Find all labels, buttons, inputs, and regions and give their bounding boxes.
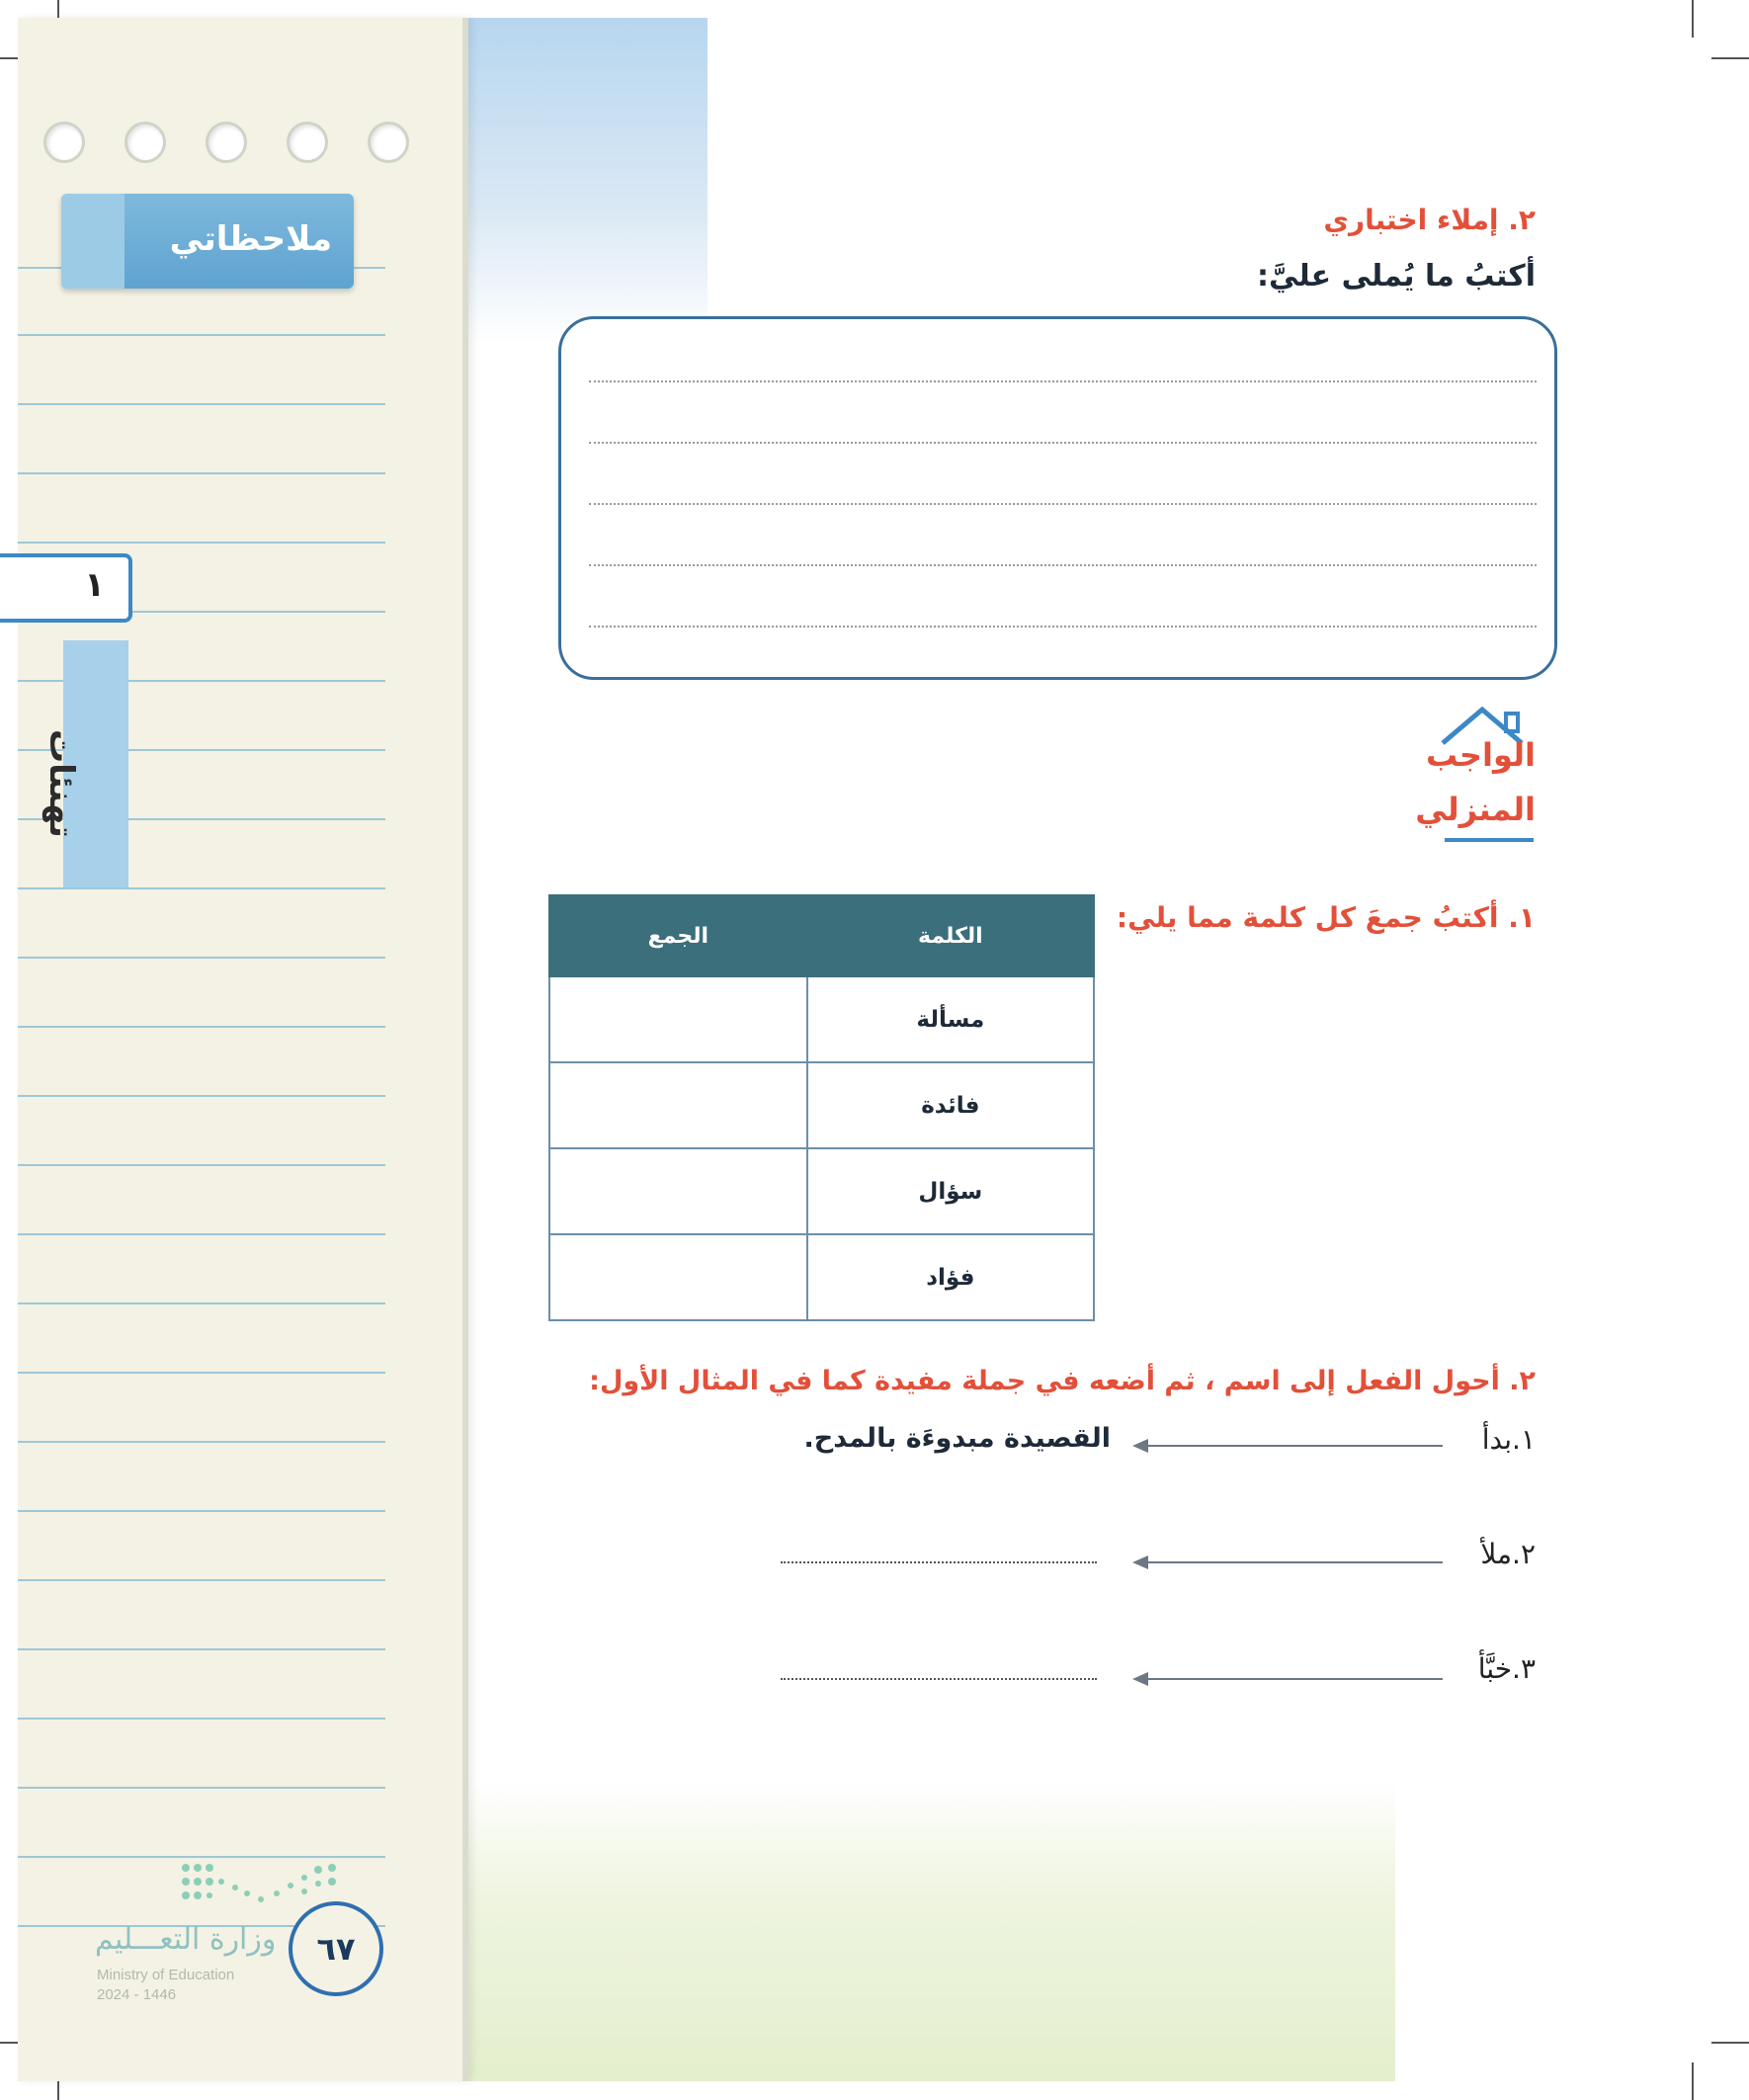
- ruled-line: [18, 1441, 385, 1443]
- word-cell: فؤاد: [807, 1234, 1094, 1320]
- table-header-plural: الجمع: [549, 895, 807, 976]
- writing-line: [589, 503, 1537, 505]
- homework-label-line1: الواجب: [1426, 736, 1536, 774]
- notes-tab: [61, 194, 354, 289]
- notes-title: ملاحظاتي: [169, 219, 332, 259]
- ruled-line: [18, 1510, 385, 1512]
- answer-line[interactable]: [781, 1561, 1097, 1563]
- writing-line: [589, 564, 1537, 566]
- exercise2-instruction: ٢. أحول الفعل إلى اسم ، ثم أضعه في جملة مفيدة كما في المثال الأول:: [589, 1366, 1536, 1396]
- crop-mark: [1692, 0, 1694, 38]
- ruled-line: [18, 1164, 385, 1166]
- verb-item: ٢.ملأ: [1480, 1538, 1536, 1570]
- exercise1-instruction: ١. أكتبُ جمعَ كل كلمة مما يلي:: [1116, 901, 1536, 934]
- connector-line: [1338, 1445, 1443, 1447]
- arrow-icon: [1134, 1678, 1338, 1680]
- binder-ring: [206, 122, 247, 163]
- connector-line: [1338, 1678, 1443, 1680]
- unit-number-box: [0, 553, 132, 623]
- binder-ring: [43, 122, 85, 163]
- word-cell: مسألة: [807, 976, 1094, 1062]
- ruled-line: [18, 1233, 385, 1235]
- ruled-line: [18, 1718, 385, 1720]
- binder-ring: [287, 122, 328, 163]
- plural-answer-cell[interactable]: [549, 1062, 807, 1148]
- unit-number: ١: [84, 565, 105, 605]
- page-number: ٦٧: [289, 1901, 383, 1996]
- notes-sidebar: [18, 18, 468, 2081]
- ministry-logo-icon: [178, 1860, 346, 1907]
- word-cell: فائدة: [807, 1062, 1094, 1148]
- academic-year: 2024 - 1446: [97, 1986, 177, 2003]
- binder-ring: [125, 122, 166, 163]
- homework-underline: [1445, 838, 1534, 842]
- ruled-line: [18, 1648, 385, 1650]
- ruled-line: [18, 957, 385, 959]
- binder-ring: [368, 122, 409, 163]
- ministry-name-arabic: وزارة التعـــليم: [95, 1922, 277, 1957]
- verb-item: ٣.خبَّأ: [1477, 1652, 1536, 1685]
- ruled-line: [18, 1579, 385, 1581]
- dictation-writing-box[interactable]: [558, 316, 1557, 680]
- ruled-line: [18, 1856, 385, 1858]
- homework-label-line2: المنزلي: [1415, 791, 1536, 828]
- ruled-line: [18, 1302, 385, 1304]
- plural-answer-cell[interactable]: [549, 976, 807, 1062]
- arrow-icon: [1134, 1561, 1338, 1563]
- ruled-line: [18, 472, 385, 474]
- header-gradient: [462, 18, 708, 344]
- ruled-line: [18, 887, 385, 889]
- table-row: [549, 1062, 1094, 1148]
- plural-answer-cell[interactable]: [549, 1234, 807, 1320]
- connector-line: [1338, 1561, 1443, 1563]
- ruled-line: [18, 1026, 385, 1028]
- writing-line: [589, 380, 1537, 382]
- writing-line: [589, 442, 1537, 444]
- arrow-icon: [1134, 1445, 1338, 1447]
- dictation-instruction: أكتبُ ما يُملى عليَّ:: [1257, 259, 1536, 294]
- table-row: [549, 1234, 1094, 1320]
- table-header-word: الكلمة: [807, 895, 1094, 976]
- crop-mark: [1692, 2062, 1694, 2100]
- word-cell: سؤال: [807, 1148, 1094, 1234]
- crop-mark: [1711, 57, 1749, 59]
- table-row: [549, 1148, 1094, 1234]
- ruled-line: [18, 1787, 385, 1789]
- crop-mark: [1711, 2042, 1749, 2044]
- ruled-line: [18, 542, 385, 544]
- unit-name: تهنئات: [42, 729, 81, 838]
- ruled-line: [18, 1372, 385, 1374]
- footer-gradient: [464, 1779, 1395, 2081]
- answer-line[interactable]: [781, 1678, 1097, 1680]
- dictation-heading: ٢. إملاء اختباري: [1323, 204, 1536, 236]
- plural-table: [548, 894, 1095, 1321]
- ruled-line: [18, 1095, 385, 1097]
- example-sentence: القصيدة مبدوءَة بالمدح.: [803, 1423, 1111, 1454]
- writing-line: [589, 626, 1537, 628]
- ruled-line: [18, 334, 385, 336]
- ruled-line: [18, 403, 385, 405]
- table-row: [549, 976, 1094, 1062]
- ministry-name-english: Ministry of Education: [97, 1967, 235, 1983]
- plural-answer-cell[interactable]: [549, 1148, 807, 1234]
- verb-item: ١.بدأ: [1481, 1423, 1536, 1456]
